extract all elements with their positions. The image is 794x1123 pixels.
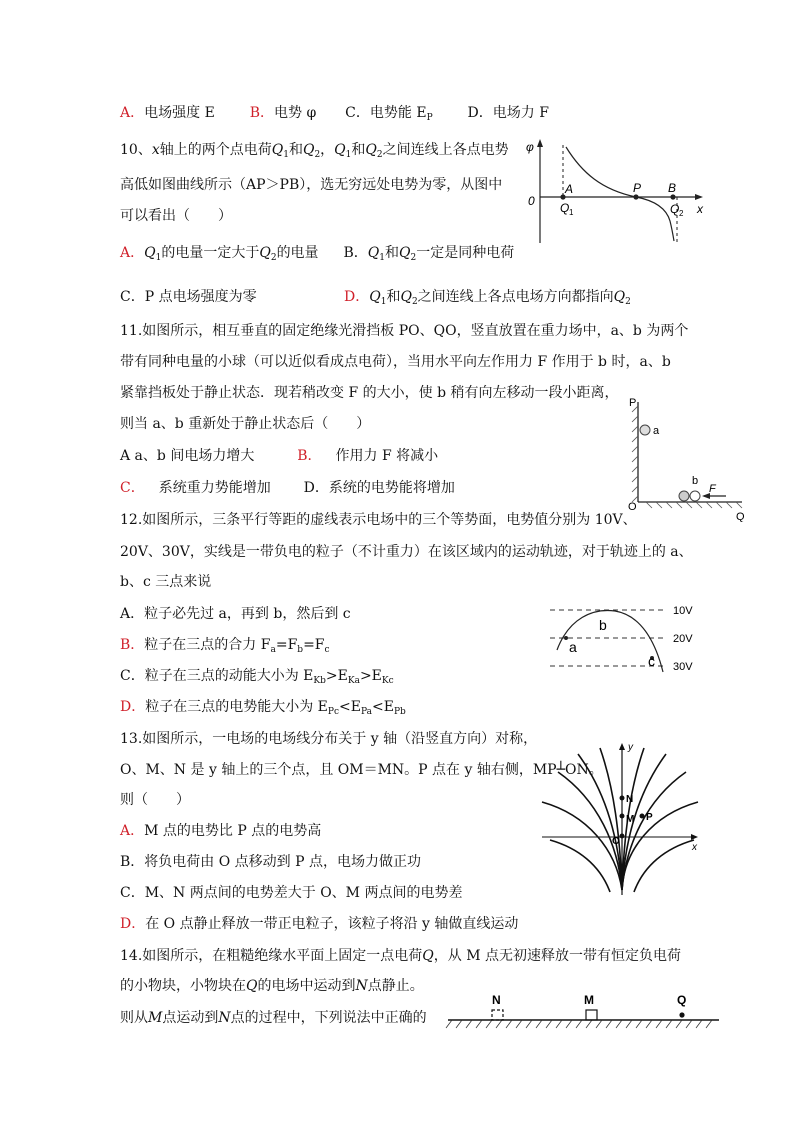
q10-fig-label-b: B <box>668 181 677 195</box>
q12-line3: b、c 三点来说 <box>120 574 212 590</box>
q11-option-d: D．系统的电势能将增加 <box>303 480 455 496</box>
q14-text-2b: 的电场中运动到 <box>257 978 356 994</box>
q12-option-b-text: 粒子在三点的合力 F <box>144 637 271 653</box>
q13-fig-m: M <box>626 814 635 825</box>
q10-option-d-text2: 之间连线上各点电场方向都指向 <box>417 289 614 305</box>
q14-text-3b: 点运动到 <box>162 1010 219 1026</box>
q14-text-3c: 点的过程中，下列说法中正确的 <box>230 1010 427 1026</box>
q10-option-b-text: 和 <box>384 245 399 261</box>
q11-line3: 紧靠挡板处于静止状态．现若稍改变 F 的大小，使 b 稍有向左移动一段小距离， <box>120 385 619 401</box>
q10-text-1b: 和 <box>288 142 303 158</box>
q12-fig-30v: 30V <box>673 661 693 673</box>
q9-option-d: 电场力 F <box>492 105 549 121</box>
q10-text-1c: ， <box>320 142 335 158</box>
q11-option-b-letter: B． <box>297 448 322 464</box>
q13-fig-n: N <box>626 794 634 805</box>
q10-option-c: C．P 点电场强度为零 <box>120 289 257 305</box>
q12-fig-10v: 10V <box>673 605 693 617</box>
q13-line1: 13.如图所示，一电场的电场线分布关于 y 轴（沿竖直方向）对称， <box>120 731 538 747</box>
q10-options-ab: A．$Q_1$的电量一定大于$Q_2$的电量 B．$Q_1$和$Q_2$一定是同种电荷 <box>120 245 515 263</box>
q12-option-a: A．粒子必先过 a，再到 b，然后到 c <box>120 606 351 622</box>
q11-line4: 则当 a、b 重新处于静止状态后（ ） <box>120 416 371 432</box>
q12-option-d-text: 粒子在三点的电势能大小为 E <box>145 699 328 715</box>
q14-line2: 的小物块，小物块在Q的电场中运动到N点静止。 <box>120 978 424 994</box>
q11-fig-label-p: P <box>629 397 637 409</box>
q13-field-line-figure <box>538 740 708 895</box>
q11-option-a: A a、b 间电场力增大 <box>120 448 255 464</box>
q10-number: 10、 <box>120 142 152 158</box>
q10-fig-label-p: P <box>633 181 642 195</box>
q10-fig-label-a: A <box>565 182 574 196</box>
q9-option-d-letter: D． <box>467 105 493 121</box>
q13-option-a-letter: A． <box>120 823 145 839</box>
q10-option-a-text2: 的电量 <box>276 245 319 261</box>
q9-option-c-letter: C． <box>345 105 370 121</box>
q14-text-3a: 则从 <box>120 1010 148 1026</box>
q12-line1: 12.如图所示，三条平行等距的虚线表示电场中的三个等势面，电势值分别为 10V、 <box>120 512 637 528</box>
q11-wall-figure <box>616 392 756 522</box>
q13-option-a <box>120 821 321 841</box>
q10-option-a-letter: A． <box>120 245 145 261</box>
q13-fig-p: P <box>646 812 653 823</box>
q13-line2: O、M、N 是 y 轴上的三个点，且 OM＝MN。P 点在 y 轴右侧，MP┴ON。 <box>120 762 603 778</box>
q10-fig-q2: Q <box>670 202 680 216</box>
q10-option-b-text2: 一定是同种电荷 <box>416 245 515 261</box>
q13-option-d <box>120 914 518 934</box>
q11-options-ab <box>120 446 438 466</box>
q13-fig-o: O <box>612 836 620 847</box>
q11-fig-label-o: O <box>628 501 637 513</box>
q10-text-1e: 之间连线上各点电势 <box>382 142 509 158</box>
q12-option-b: B．粒子在三点的合力 $F_a=F_b=F_c$ <box>120 637 330 655</box>
q11-fig-label-q: Q <box>736 511 745 522</box>
q10-text-1a: 轴上的两个点电荷 <box>159 142 272 158</box>
q10-fig-q2-sub: 2 <box>679 209 684 218</box>
q10-fig-q1-sub: 1 <box>569 208 574 217</box>
q13-option-b: B．将负电荷由 O 点移动到 P 点，电场力做正功 <box>120 854 421 870</box>
q14-line1: 14.如图所示，在粗糙绝缘水平面上固定一点电荷Q，从 M 点无初速释放一带有恒定负电荷 <box>120 948 681 964</box>
q10-option-b-letter: B． <box>343 245 368 261</box>
q14-fig-m: M <box>584 993 594 1007</box>
q11-line2: 带有同种电量的小球（可以近似看成点电荷），当用水平向左作用力 F 作用于 b 时，a、b <box>120 354 671 370</box>
q12-option-b-letter: B． <box>120 637 145 653</box>
q13-option-a-text: M 点的电势比 P 点的电势高 <box>144 823 322 839</box>
q14-line3: 则从M点运动到N点的过程中，下列说法中正确的 <box>120 1010 427 1026</box>
q12-fig-20v: 20V <box>673 633 693 645</box>
q12-option-c-text: C．粒子在三点的动能大小为 E <box>120 668 314 684</box>
q9-option-a-letter: A． <box>120 105 145 121</box>
q9-option-b: 电势 φ <box>274 105 317 121</box>
q10-fig-origin: 0 <box>528 194 535 208</box>
q12-fig-label-b: b <box>599 617 607 633</box>
q11-option-c: 系统重力势能增加 <box>158 480 271 496</box>
q14-text-2c: 点静止。 <box>367 978 424 994</box>
q12-equipotential-figure <box>545 600 705 680</box>
q10-text-1d: 和 <box>351 142 366 158</box>
q11-fig-label-b: b <box>692 475 699 487</box>
q12-option-d: D．粒子在三点的电势能大小为 $E_{Pc}<E_{Pa}<E_{Pb}$ <box>120 699 406 717</box>
q11-options-cd <box>120 478 455 498</box>
q12-line2: 20V、30V，实线是一带负电的粒子（不计重力）在该区域内的运动轨迹，对于轨迹上的 a、 <box>120 544 693 560</box>
q11-option-c-letter: C． <box>120 480 145 496</box>
q13-option-c: C．M、N 两点间的电势差大于 O、M 两点间的电势差 <box>120 885 463 901</box>
q13-option-d-text: 在 O 点静止释放一带正电粒子，该粒子将沿 y 轴做直线运动 <box>145 916 519 932</box>
q10-fig-q1: Q <box>560 201 570 215</box>
q12-option-c: C．粒子在三点的动能大小为 $E_{Kb}>E_{Ka}>E_{Kc}$ <box>120 668 394 686</box>
q9-option-c-sub: P <box>426 113 433 123</box>
q11-fig-label-a: a <box>653 425 660 437</box>
q10-fig-x: x <box>697 202 703 216</box>
q10-option-d-letter: D． <box>344 289 370 305</box>
q11-fig-label-f: F <box>709 483 716 495</box>
q14-surface-figure <box>444 990 724 1040</box>
q14-fig-n: N <box>492 993 501 1007</box>
q11-option-b: 作用力 F 将减小 <box>335 448 439 464</box>
q12-option-d-letter: D． <box>120 699 146 715</box>
q9-option-c: 电势能 E <box>369 105 427 121</box>
q14-fig-q: Q <box>677 993 687 1007</box>
q10-option-a-text: 的电量一定大于 <box>161 245 260 261</box>
q13-option-d-letter: D． <box>120 916 146 932</box>
q10-line2: 高低如图曲线所示（AP＞PB），选无穷远处电势为零，从图中 <box>120 177 503 193</box>
q14-text-1b: ，从 M 点无初速释放一带有恒定负电荷 <box>433 948 681 964</box>
q14-text-2a: 的小物块，小物块在 <box>120 978 246 994</box>
q10-line1: 10、x轴上的两个点电荷$Q_1$和$Q_2$，$Q_1$和$Q_2$之间连线上各点电势 <box>120 142 509 160</box>
q10-potential-graph <box>520 135 710 245</box>
q12-fig-label-c: c <box>648 653 655 669</box>
q14-text-1a: 14.如图所示，在粗糙绝缘水平面上固定一点电荷 <box>120 948 423 964</box>
q10-line3: 可以看出（ ） <box>120 208 232 224</box>
q13-fig-x: x <box>692 842 697 853</box>
q10-option-d: D．$Q_1$和$Q_2$之间连线上各点电场方向都指向$Q_2$ <box>344 289 631 307</box>
q13-fig-y: y <box>628 742 633 753</box>
q9-options <box>120 103 549 128</box>
q12-fig-label-a: a <box>569 639 577 655</box>
q10-fig-phi: φ <box>526 140 534 154</box>
q13-line3: 则（ ） <box>120 792 190 808</box>
q10-option-d-text: 和 <box>386 289 401 305</box>
q11-line1: 11.如图所示，相互垂直的固定绝缘光滑挡板 PO、QO，竖直放置在重力场中，a、b 为两个 <box>120 323 689 339</box>
q9-option-b-letter: B． <box>249 105 274 121</box>
q9-option-a: 电场强度 E <box>144 105 215 121</box>
